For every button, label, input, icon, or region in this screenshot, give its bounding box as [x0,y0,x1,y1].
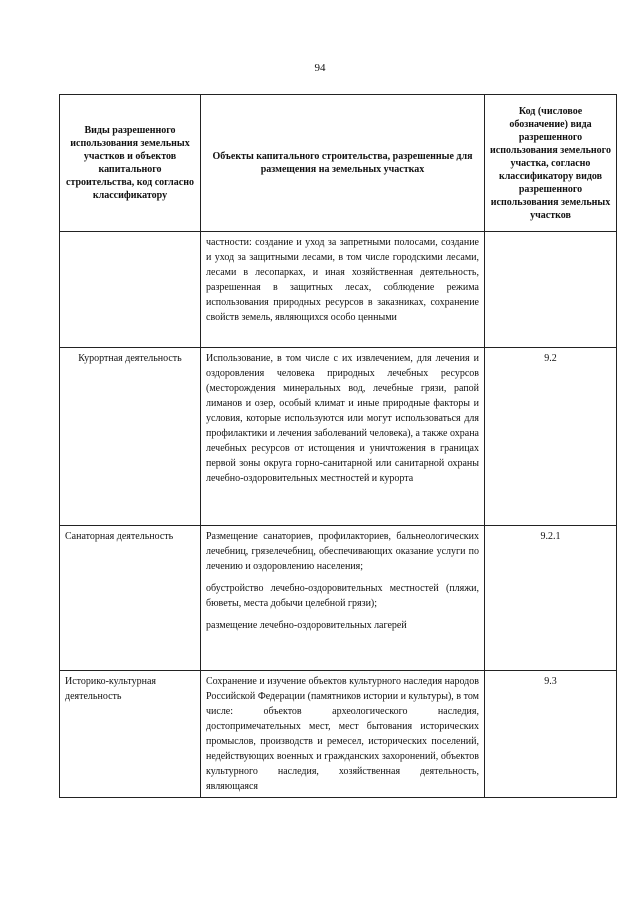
description-paragraph: Сохранение и изучение объектов культурного наследия народов Российской Федерации (памятников истории и культуры), в том числе: объектов археологического наследия, достопримечательных мест, мест бытования исторических промыслов, производств и ремесел, исторических поселений, недействующих военных и гражданских захоронений, объектов культурного наследия, хозяйственная деятельность, являющаяся [206,676,479,792]
description-paragraph: частности: создание и уход за запретными полосами, создание и уход за защитными лесами, в том числе городскими лесами, лесами в лесопарках, и иная хозяйственная деятельность, разрешенная в защитных лесах, соблюдение режима использования природных ресурсов в заказниках, сохранение свойств земель, являющихся особо ценными [206,237,479,323]
row-description [201,232,485,348]
row-code: 9.2.1 [485,526,617,671]
table-row [60,348,617,526]
table-header-row [60,95,617,232]
table-row [60,232,617,348]
header-classifier-code: Код (числовое обозначение) вида разрешенного использования земельного участка, согласно классификатору видов разрешенного использования земельных участков [485,95,617,232]
table-row [60,671,617,798]
header-capital-objects: Объекты капитального строительства, разрешенные для размещения на земельных участках [201,95,485,232]
description-paragraph: Размещение санаториев, профилакториев, бальнеологических лечебниц, грязелечебниц, обеспечивающих оказание услуги по лечению и оздоровлению населения; [206,531,479,572]
row-code [485,232,617,348]
row-description [201,526,485,671]
row-name: Санаторная деятельность [60,526,201,671]
land-use-table [59,94,617,798]
description-paragraph: размещение лечебно-оздоровительных лагерей [206,620,407,631]
description-paragraph: обустройство лечебно-оздоровительных местностей (пляжи, бюветы, места добычи целебной грязи); [206,583,479,609]
row-code: 9.3 [485,671,617,798]
page-number: 94 [314,62,326,74]
description-paragraph: Использование, в том числе с их извлечением, для лечения и оздоровления человека природных лечебных ресурсов (месторождения минеральных вод, лечебные грязи, рапой лиманов и озер, особый климат и иные природные факторы и условия, которые используются или могут использоваться для профилактики и лечения заболеваний человека), а также охрана лечебных ресурсов от истощения и уничтожения в границах первой зоны округа горно-санитарной или санитарной охраны лечебно-оздоровительных местностей и курорта [206,353,479,484]
row-name [60,232,201,348]
table-row [60,526,617,671]
row-description [201,671,485,798]
row-name: Историко-культурная деятельность [60,671,201,798]
row-code: 9.2 [485,348,617,526]
row-description [201,348,485,526]
row-name: Курортная деятельность [60,348,201,526]
header-land-use-type: Виды разрешенного использования земельных участков и объектов капитального строительства, код согласно классификатору [60,95,201,232]
